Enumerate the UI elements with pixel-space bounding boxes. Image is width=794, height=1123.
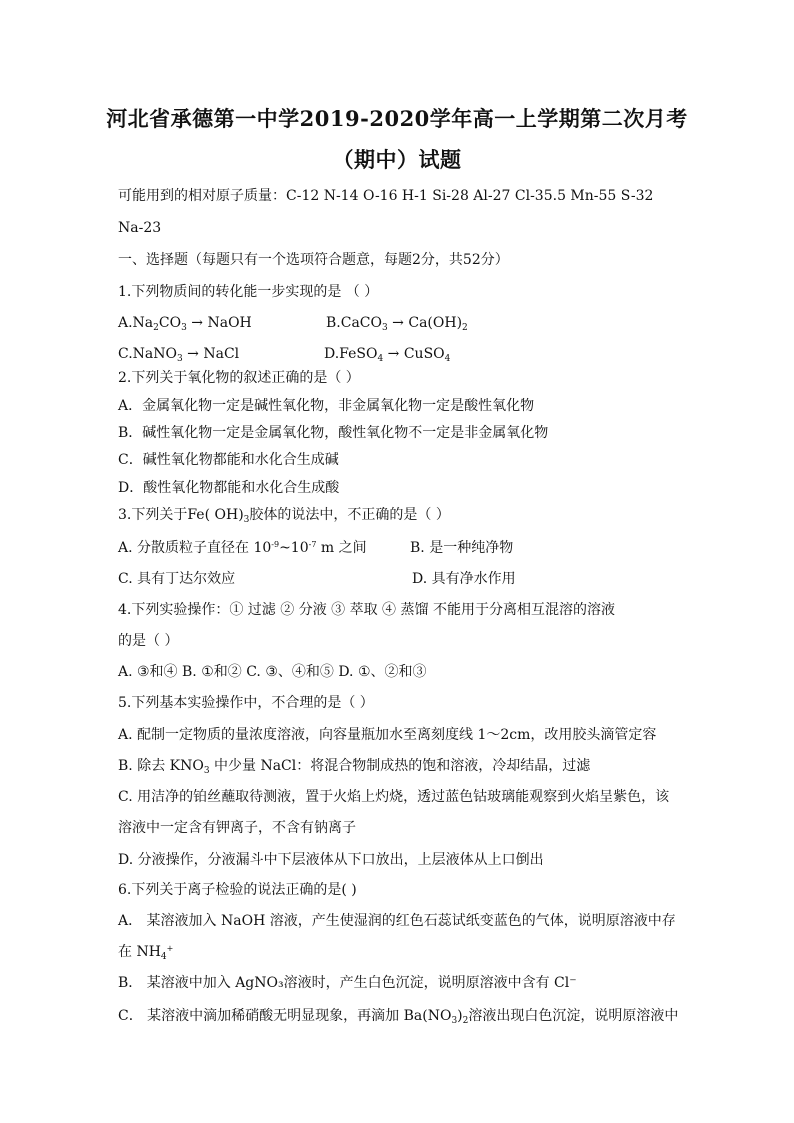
question-3-stem: 3.下列关于Fe( $OH)_3$胶体的说法中，不正确的是（ ） <box>118 507 450 525</box>
atomic-masses-line2: Na-23 <box>118 220 162 236</box>
q3-option-c: C. 具有丁达尔效应 <box>118 571 236 587</box>
question-3-row2 <box>118 569 688 589</box>
q1-option-d: D.FeSO$_4$ → CuSO$_4$ <box>324 346 451 364</box>
exam-title-line1: 河北省承德第一中学2019-2020学年高一上学期第二次月考 <box>106 106 688 131</box>
q2-option-b: B．碱性氧化物一定是金属氧化物，酸性氧化物不一定是非金属氧化物 <box>118 425 549 441</box>
q2-option-a: A．金属氧化物一定是碱性氧化物，非金属氧化物一定是酸性氧化物 <box>118 398 535 414</box>
question-4-stem-line2: 的是（ ） <box>118 633 179 649</box>
exam-title-line2: （期中）试题 <box>332 147 462 172</box>
q3-option-d: D. 具有净水作用 <box>412 571 516 587</box>
q5-option-c-line2: 溶液中一定含有钾离子，不含有钠离子 <box>118 820 356 836</box>
q3-option-b: B. 是一种纯净物 <box>410 540 514 556</box>
question-6-stem: 6.下列关于离子检验的说法正确的是( ) <box>118 882 357 898</box>
q5-option-b: B. 除去 $KNO_3$ 中少量 NaCl：将混合物制成热的饱和溶液，冷却结晶，过滤 <box>118 758 591 776</box>
q2-option-d: D．酸性氧化物都能和水化合生成酸 <box>118 480 340 496</box>
question-5-stem: 5.下列基本实验操作中，不合理的是（ ） <box>118 695 374 711</box>
q5-option-c-line1: C. 用洁净的铂丝蘸取待测液，置于火焰上灼烧，透过蓝色钴玻璃能观察到火焰呈紫色，该 <box>118 789 670 805</box>
question-1-stem: 1.下列物质间的转化能一步实现的是 （ ） <box>118 284 379 300</box>
q1-option-a: $A.Na_2CO_3$ → NaOH <box>118 315 252 333</box>
question-4-stem-line1: 4.下列实验操作：① 过滤 ② 分液 ③ 萃取 ④ 蒸馏 不能用于分离相互混溶的溶液 <box>118 602 615 618</box>
q3-option-a: A. 分散质粒子直径在 $10^{-9}\sim 10^{-7}$ m 之间 <box>118 540 367 556</box>
q6-option-b: B． 某溶液中加入 AgNO₃溶液时，产生白色沉淀，说明原溶液中含有 Cl⁻ <box>118 975 577 991</box>
q5-option-a: A. 配制一定物质的量浓度溶液，向容量瓶加水至离刻度线 1～2cm，改用胶头滴管定容 <box>118 727 657 743</box>
q5-option-d: D. 分液操作，分液漏斗中下层液体从下口放出，上层液体从上口倒出 <box>118 852 544 868</box>
atomic-masses-line1: 可能用到的相对原子质量：C-12 N-14 O-16 H-1 Si-28 Al-27 Cl-35.5 Mn-55 S-32 <box>118 188 654 204</box>
question-1-row1 <box>118 313 688 333</box>
q4-options: A. ③和④ B. ①和② C. ③、④和⑤ D. ①、②和③ <box>118 664 427 680</box>
q1-option-b: B.CaCO$_3$ → $Ca(OH)_2$ <box>326 315 468 333</box>
question-3-row1 <box>118 538 688 558</box>
question-1-row2 <box>118 344 688 364</box>
question-2-stem: 2.下列关于氧化物的叙述正确的是（ ） <box>118 370 360 386</box>
q6-option-a-line2: 在 $NH_4^+$ <box>118 944 174 962</box>
q2-option-c: C．碱性氧化物都能和水化合生成碱 <box>118 452 339 468</box>
q6-option-c: C． 某溶液中滴加稀硝酸无明显现象，再滴加 $Ba(NO_3)_2$溶液出现白色沉淀，说明原溶液中 <box>118 1008 679 1026</box>
q1-option-c: C.NaNO$_3$ → NaCl <box>118 346 240 364</box>
section-heading: 一、选择题（每题只有一个选项符合题意，每题2分，共52分） <box>118 252 509 268</box>
q6-option-a-line1: A． 某溶液加入 NaOH 溶液，产生使湿润的红色石蕊试纸变蓝色的气体，说明原溶液中存 <box>118 913 676 929</box>
